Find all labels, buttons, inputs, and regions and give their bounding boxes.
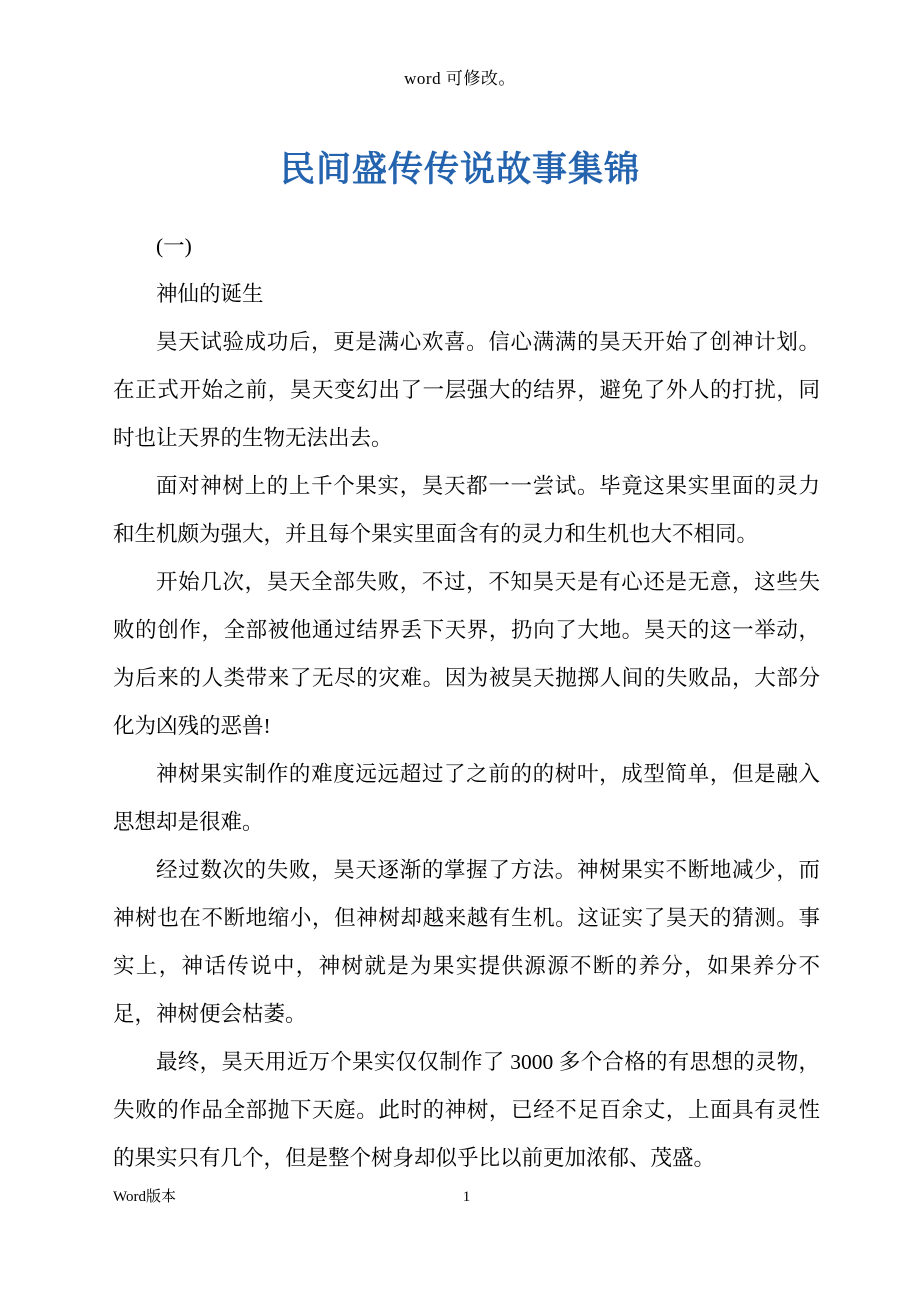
paragraph: 最终，昊天用近万个果实仅仅制作了 3000 多个合格的有思想的灵物，失败的作品全部抛下天庭。此时的神树，已经不足百余丈，上面具有灵性的果实只有几个，但是整个树身却似乎比以前更加浓郁、茂盛。 bbox=[113, 1050, 820, 1170]
paragraph-section-marker: (一) bbox=[156, 234, 192, 258]
paragraph: 面对神树上的上千个果实，昊天都一一尝试。毕竟这果实里面的灵力和生机颇为强大，并且每个果实里面含有的灵力和生机也大不相同。 bbox=[113, 474, 820, 546]
document-footer bbox=[113, 1185, 820, 1209]
document-body bbox=[113, 222, 820, 1182]
footer-version-label: Word版本 bbox=[113, 1189, 176, 1205]
page-number: 1 bbox=[462, 1189, 471, 1205]
paragraph: 经过数次的失败，昊天逐渐的掌握了方法。神树果实不断地减少，而神树也在不断地缩小，但神树却越来越有生机。这证实了昊天的猜测。事实上，神话传说中，神树就是为果实提供源源不断的养分，如果养分不足，神树便会枯萎。 bbox=[113, 858, 820, 1026]
paragraph: 开始几次，昊天全部失败，不过，不知昊天是有心还是无意，这些失败的创作，全部被他通过结界丢下天界，扔向了大地。昊天的这一举动，为后来的人类带来了无尽的灾难。因为被昊天抛掷人间的失败品，大部分化为凶残的恶兽! bbox=[113, 570, 820, 738]
paragraph: 昊天试验成功后，更是满心欢喜。信心满满的昊天开始了创神计划。在正式开始之前，昊天变幻出了一层强大的结界，避免了外人的打扰，同时也让天界的生物无法出去。 bbox=[113, 330, 820, 450]
header-note: word 可修改。 bbox=[404, 69, 516, 88]
page-title: 民间盛传传说故事集锦 bbox=[279, 150, 640, 189]
paragraph: 神树果实制作的难度远远超过了之前的的树叶，成型简单，但是融入思想却是很难。 bbox=[113, 762, 820, 834]
paragraph-subtitle: 神仙的诞生 bbox=[156, 282, 264, 306]
document-header bbox=[0, 64, 920, 89]
